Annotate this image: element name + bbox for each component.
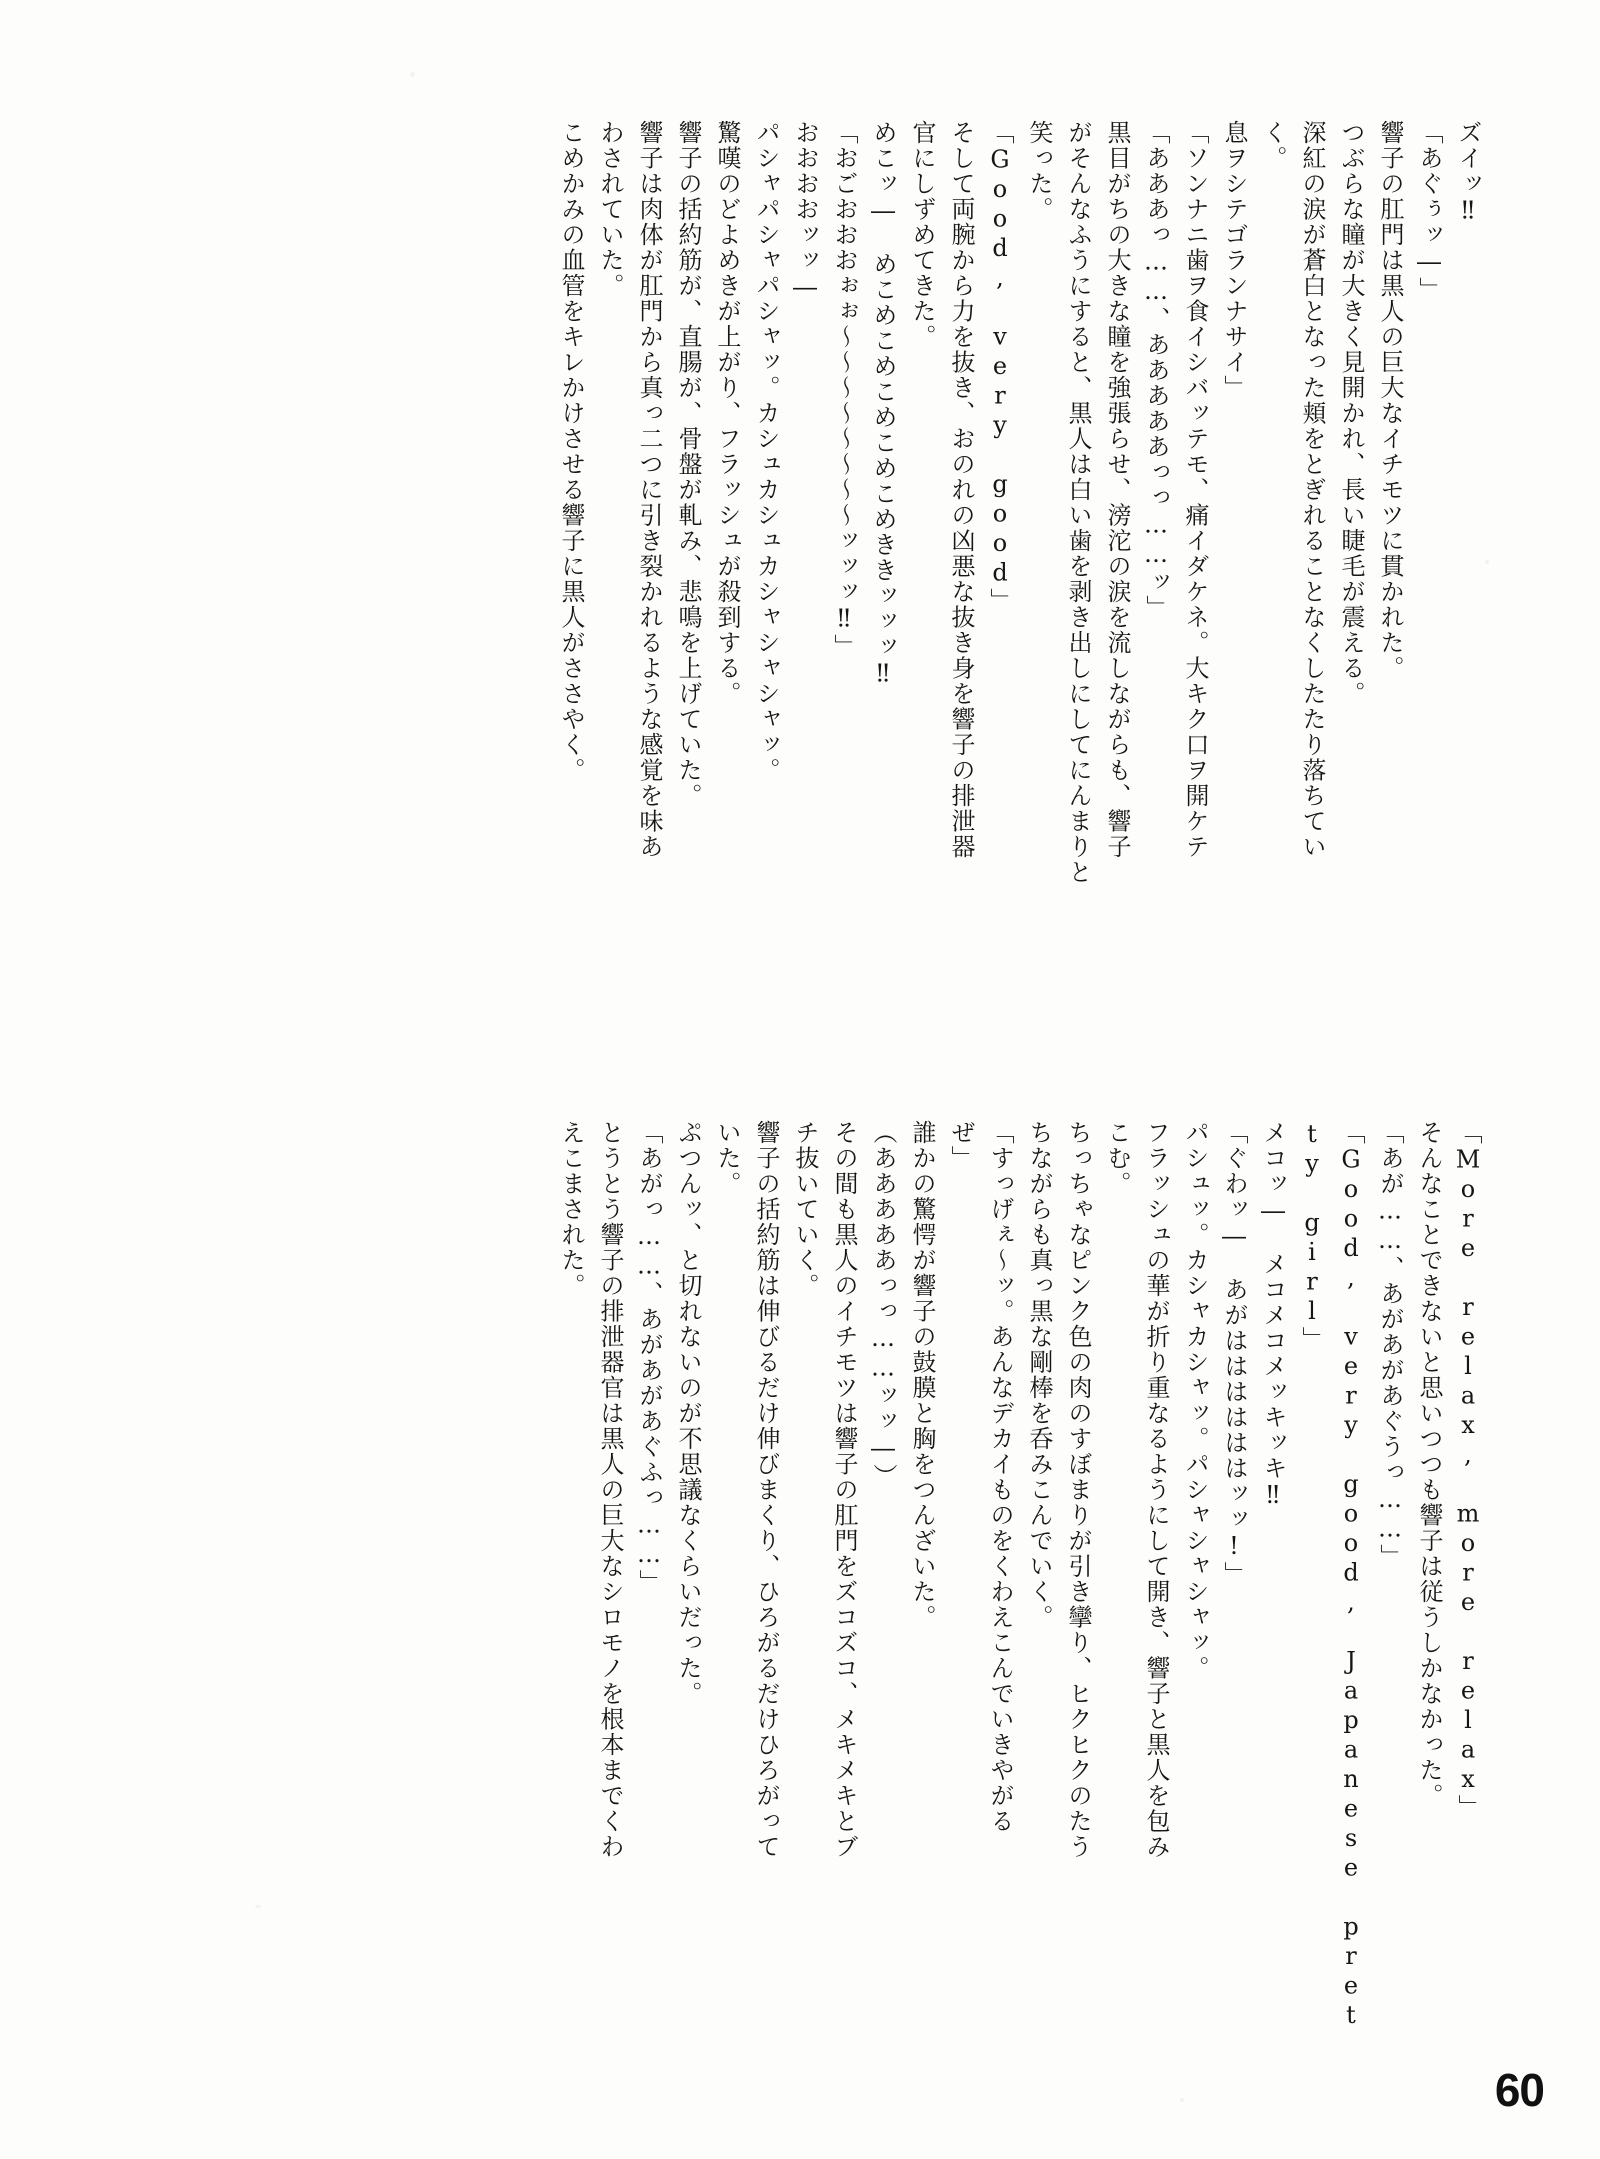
text-column: 「すっげぇ～ッ。あんなデカイものをくわえこんでいきやがる [986,1120,1014,1834]
scan-speckle [255,1905,261,1908]
scan-speckle [1180,2098,1184,2102]
text-column: ぷつんッ、と切れないのが不思議なくらいだった。 [674,1120,702,1707]
text-column: 「あああっ……、あああああっっ……ッ」 [1142,120,1170,621]
text-column: わされていた。 [596,120,624,299]
text-column: ズイッ‼ [1454,120,1482,226]
text-column: ty girl」 [1298,1120,1326,1352]
text-column: とうとう響子の排泄器官は黒人の巨大なシロモノを根本までくわ [596,1120,624,1860]
lower-text-block [544,1120,1480,2050]
text-column: その間も黒人のイチモツは響子の肛門をズコズコ、メキメキとブ [830,1120,858,1860]
scan-speckle [410,72,415,77]
upper-text-block [544,120,1480,1050]
text-column: 「おごおおおぉぉ～～～～～～～～ッッッ‼」 [830,120,858,660]
text-column: ちながらも真っ黒な剛棒を呑みこんでいく。 [1025,1120,1053,1630]
text-column: そんなことできないと思いつつも響子は従うしかなかった。 [1415,1120,1443,1809]
text-column: 息ヲシテゴランナサイ」 [1220,120,1248,401]
text-column: （あああああっっ……ッッ―） [869,1120,897,1489]
scan-speckle [1485,560,1489,564]
text-column: そして両腕から力を抜き、おのれの凶悪な抜き身を響子の排泄器 [947,120,975,860]
text-column: ちっちゃなピンク色の肉のすぼまりが引き攣り、ヒクヒクのたう [1064,1120,1092,1860]
text-column: 「ぐわッ― あがははははははッッ!」 [1220,1120,1248,1587]
text-column: 「Good, very good」 [986,120,1014,614]
text-column: がそんなふうにすると、黒人は白い歯を剥き出しにしてにんまりと [1064,120,1092,885]
text-column: 「あが……、あがあがあぐうっ……」 [1376,1120,1404,1570]
text-column: こめかみの血管をキレかけさせる響子に黒人がささやく。 [557,120,585,783]
text-column: く。 [1259,120,1287,171]
text-column: パシャパシャパシャッ。カシュカシュカシャシャシャッ。 [752,120,780,783]
text-column: 黒目がちの大きな瞳を強張らせ、滂沱の涙を流しながらも、響子 [1103,120,1131,860]
text-column: パシュッ。カシャカシャッ。パシャシャシャッ。 [1181,1120,1209,1681]
text-column: 響子の肛門は黒人の巨大なイチモツに貫かれた。 [1376,120,1404,681]
text-column: えこまされた。 [557,1120,585,1299]
text-column: つぶらな瞳が大きく見開かれ、長い睫毛が震える。 [1337,120,1365,707]
text-column: 驚嘆のどよめきが上がり、フラッシュが殺到する。 [713,120,741,707]
text-column: チ抜いていく。 [791,1120,819,1299]
text-column: フラッシュの華が折り重なるようにして開き、響子と黒人を包み [1142,1120,1170,1860]
text-column: 笑った。 [1025,120,1053,222]
text-column: 官にしずめてきた。 [908,120,936,350]
text-column: 「More relax, more relax」 [1454,1120,1482,1820]
text-column: ぜ」 [947,1120,975,1171]
text-column: 「あがっ……、あがあがあぐふっ……」 [635,1120,663,1595]
text-column: めこッ― めこめこめこめこめこめききッッッ‼ [869,120,897,689]
text-column: いた。 [713,1120,741,1197]
text-column: 深紅の涙が蒼白となった頬をとぎれることなくしたたり落ちてい [1298,120,1326,860]
text-column: こむ。 [1103,1120,1131,1197]
text-column: 「あぐぅッ―」 [1415,120,1443,303]
text-column: 「ソンナニ歯ヲ食イシバッテモ、痛イダケネ。大キク口ヲ開ケテ [1181,120,1209,860]
text-column: 「Good, very good, Japanese pret [1337,1120,1365,2031]
text-column: おおおおッッ― [791,120,819,303]
page-number: 60 [1494,2064,1544,2116]
text-column: 誰かの驚愕が響子の鼓膜と胸をつんざいた。 [908,1120,936,1630]
text-column: 響子の括約筋は伸びるだけ伸びまくり、ひろがるだけひろがって [752,1120,780,1860]
text-column: 響子は肉体が肛門から真っ二つに引き裂かれるような感覚を味あ [635,120,663,860]
text-column: メコッ― メコメコメッキッキ‼ [1259,1120,1287,1511]
text-column: 響子の括約筋が、直腸が、骨盤が軋み、悲鳴を上げていた。 [674,120,702,809]
